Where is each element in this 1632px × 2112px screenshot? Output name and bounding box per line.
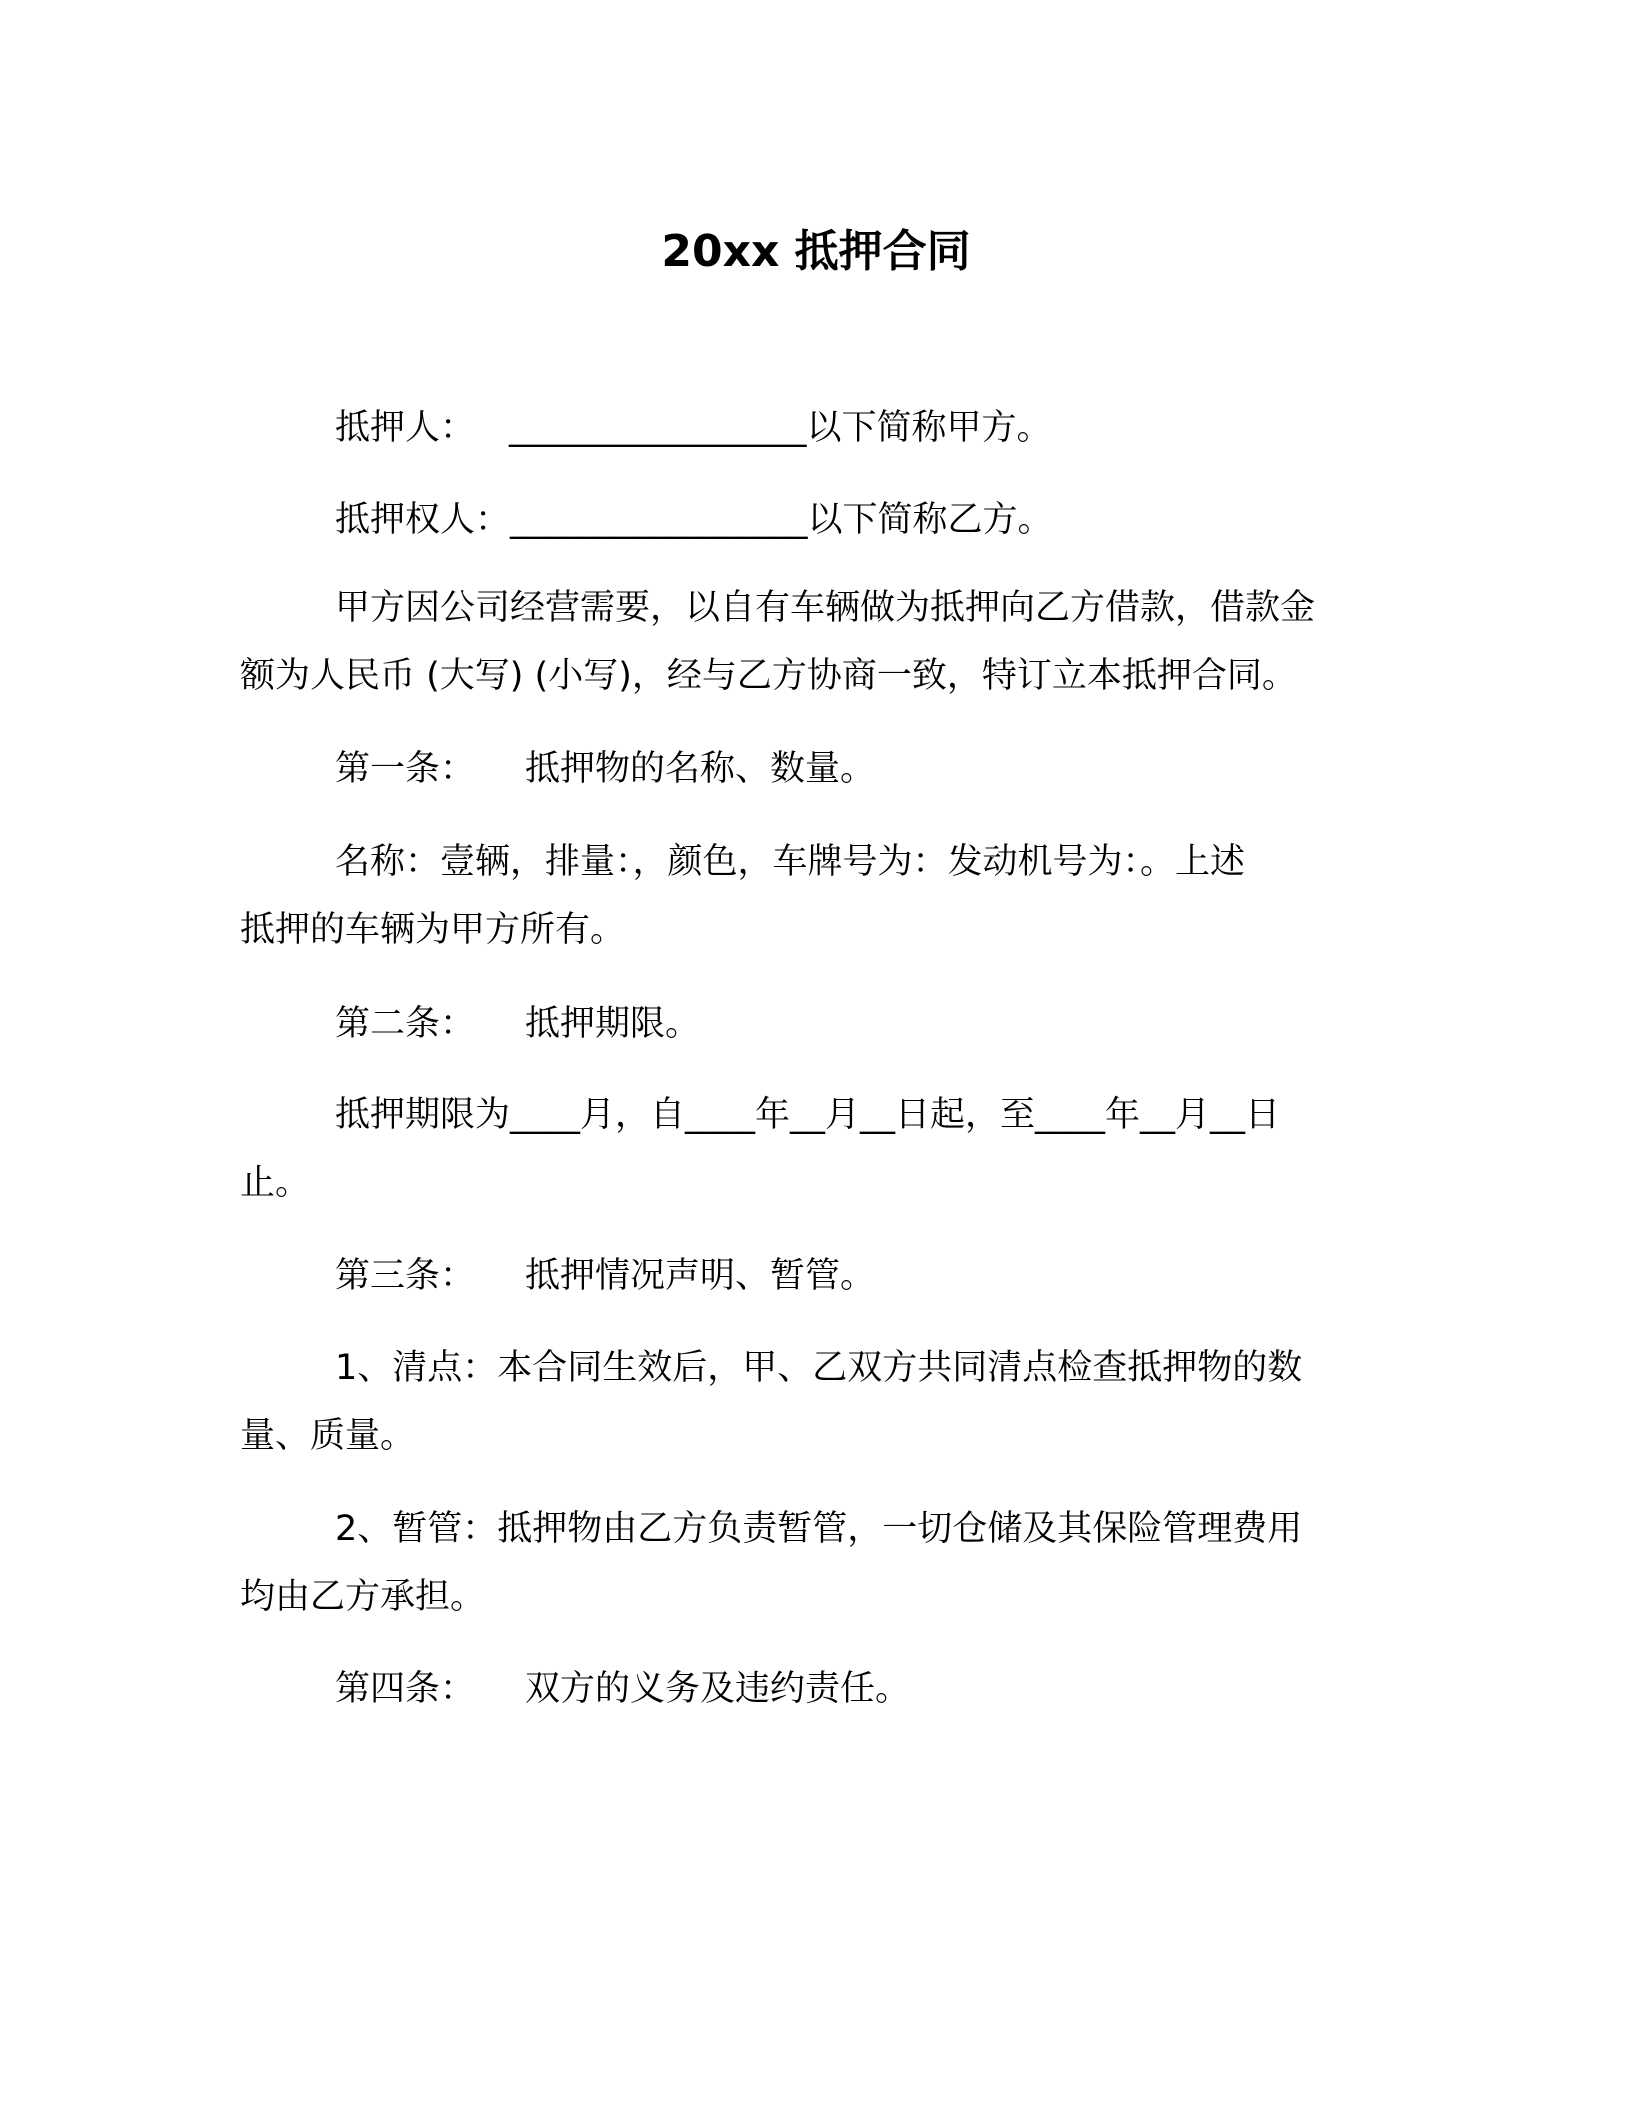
article1-title: 抵押物的名称、数量。 [525, 749, 876, 789]
article1-heading-line [335, 745, 875, 793]
mortgagee-blank: _________________ [510, 500, 808, 540]
article2-content-line-1: 抵押期限为____月，自____年__月__日起，至____年__月__日 [335, 1095, 1281, 1135]
article3-heading-line [335, 1252, 875, 1300]
article3-item2-line-1: 2、暂管：抵押物由乙方负责暂管，一切仓储及其保险管理费用 [335, 1509, 1303, 1549]
article4-heading: 第四条： [335, 1669, 476, 1709]
document-title: 20xx 抵押合同 [661, 226, 971, 277]
mortgagor-line [335, 404, 1052, 452]
mortgagor-label: 抵押人： [335, 408, 476, 448]
article4-title: 双方的义务及违约责任。 [525, 1669, 911, 1709]
article3-item2-line-2: 均由乙方承担。 [240, 1577, 486, 1617]
mortgagee-label: 抵押权人： [335, 500, 511, 540]
article2-heading: 第二条： [335, 1004, 476, 1044]
mortgagor-suffix: 以下简称甲方。 [806, 408, 1052, 448]
mortgagee-line [335, 496, 1053, 544]
article2-title: 抵押期限。 [525, 1004, 701, 1044]
mortgagee-suffix: 以下简称乙方。 [807, 500, 1053, 540]
intro-line-1: 甲方因公司经营需要，以自有车辆做为抵押向乙方借款，借款金 [335, 588, 1316, 628]
article4-heading-line [335, 1665, 910, 1713]
article2-content-line-2: 止。 [240, 1163, 311, 1203]
article1-content-line-1: 名称：壹辆，排量：，颜色，车牌号为：发动机号为：。上述 [335, 842, 1246, 882]
intro-line-2: 额为人民币 (大写) (小写)，经与乙方协商一致，特订立本抵押合同。 [240, 656, 1297, 696]
article2-heading-line [335, 1000, 700, 1048]
article1-content-line-2: 抵押的车辆为甲方所有。 [240, 910, 626, 950]
mortgagor-blank: _________________ [509, 408, 807, 448]
article3-title: 抵押情况声明、暂管。 [525, 1256, 876, 1296]
article1-heading: 第一条： [335, 749, 476, 789]
article3-item1-line-2: 量、质量。 [240, 1416, 416, 1456]
article3-item1-line-1: 1、清点：本合同生效后，甲、乙双方共同清点检查抵押物的数 [335, 1348, 1303, 1388]
article3-heading: 第三条： [335, 1256, 476, 1296]
